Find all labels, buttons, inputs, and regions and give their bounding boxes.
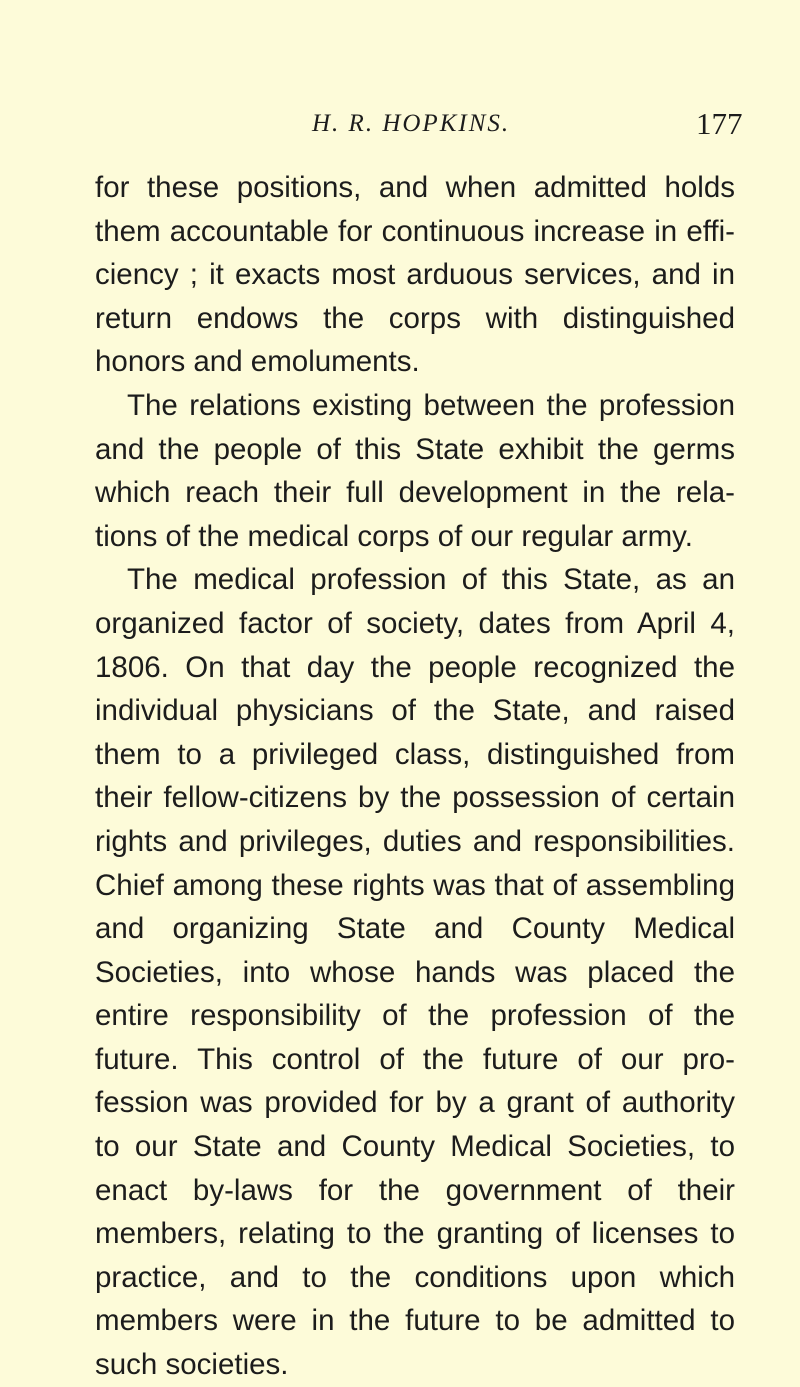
text-line: ciency ; it exacts most arduous services, and in bbox=[95, 258, 735, 292]
text-line: return endows the corps with distinguished bbox=[95, 301, 735, 335]
text-line: 1806. On that day the people recognized the bbox=[95, 650, 735, 684]
text-line: individual physicians of the State, and raised bbox=[95, 694, 735, 728]
text-line: and organizing State and County Medical bbox=[95, 912, 735, 946]
text-line: The medical profession of this State, as an bbox=[127, 563, 735, 597]
text-line: to our State and County Medical Societies, to bbox=[95, 1130, 735, 1164]
text-line: such societies. bbox=[95, 1348, 289, 1382]
text-line: entire responsibility of the profession of the bbox=[95, 999, 735, 1033]
text-line: and the people of this State exhibit the germs bbox=[95, 432, 735, 466]
text-line: future. This control of the future of our pro- bbox=[95, 1042, 735, 1076]
text-line: for these positions, and when admitted holds bbox=[95, 171, 735, 204]
text-line: tions of the medical corps of our regular army. bbox=[95, 519, 693, 553]
running-title: H. R. HOPKINS. bbox=[312, 110, 511, 137]
text-line: Societies, into whose hands was placed the bbox=[95, 955, 735, 989]
text-line: The relations existing between the profession bbox=[127, 388, 735, 422]
text-line: them accountable for continuous increase in effi- bbox=[95, 214, 735, 248]
body-text bbox=[95, 166, 735, 1387]
page-number: 177 bbox=[696, 106, 743, 141]
text-line: members were in the future to be admitted to bbox=[95, 1304, 735, 1338]
running-head bbox=[0, 100, 800, 140]
text-line: rights and privileges, duties and responsibilities. bbox=[95, 824, 735, 858]
text-line: them to a privileged class, distinguished from bbox=[95, 737, 735, 771]
text-line: practice, and to the conditions upon which bbox=[95, 1260, 735, 1294]
text-line: members, relating to the granting of licenses to bbox=[95, 1217, 735, 1251]
text-line: enact by-laws for the government of their bbox=[95, 1173, 735, 1207]
text-line: fession was provided for by a grant of authority bbox=[95, 1086, 735, 1120]
text-line: which reach their full development in the rela- bbox=[95, 476, 735, 510]
text-line: organized factor of society, dates from April 4, bbox=[95, 606, 735, 640]
text-line: their fellow-citizens by the possession of certain bbox=[95, 781, 735, 815]
text-line: honors and emoluments. bbox=[95, 345, 420, 379]
text-line: Chief among these rights was that of assembling bbox=[95, 868, 735, 902]
